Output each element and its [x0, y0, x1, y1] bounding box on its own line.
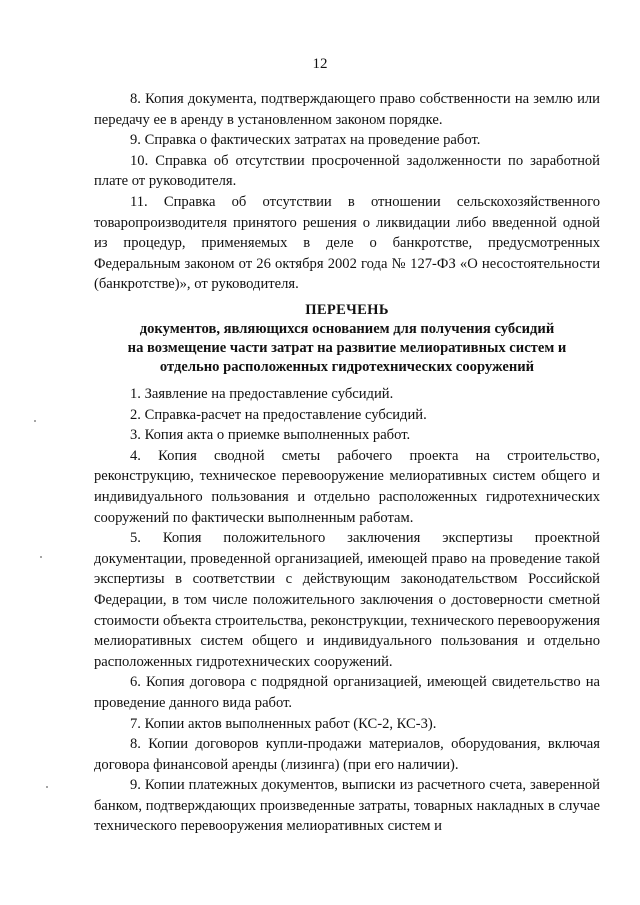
list-item: 1. Заявление на предоставление субсидий.: [130, 386, 394, 402]
list-item: 6. Копия договора с подрядной организацией, имеющей свидетельство на проведение данного вида работ.: [94, 674, 600, 711]
list-item: 3. Копия акта о приемке выполненных работ.: [130, 427, 411, 444]
list-item: 9. Справка о фактических затратах на проведение работ.: [130, 132, 481, 149]
section-heading: [94, 301, 600, 377]
heading-title: ПЕРЕЧЕНЬ: [305, 302, 389, 318]
page-number: 12: [312, 56, 328, 72]
list-item: 11. Справка об отсутствии в отношении сельскохозяйственного товаропроизводителя принятого решения о ликвидации либо введенной одной из процедур, применяемых в деле о банкротстве, предусмотренных Федеральным законом от 26 октября 2002 года № 127-ФЗ «О несостоятельности (банкротстве)», от руководителя.: [94, 193, 600, 293]
list-item: 4. Копия сводной сметы рабочего проекта на строительство, реконструкцию, техническое перевооружение мелиоративных систем общего и индивидуального пользования и отдельно расположенных гидротехнических сооружений по фактически выполненным работам.: [94, 447, 600, 526]
scan-speck: [46, 786, 48, 788]
list-item: 9. Копии платежных документов, выписки из расчетного счета, заверенной банком, подтверждающих произведенные затраты, товарных накладных в случае технического перевооружения мелиоративных систем и: [94, 777, 600, 835]
heading-subtitle-line: документов, являющихся основанием для получения субсидий: [139, 321, 555, 337]
list-item: 7. Копии актов выполненных работ (КС-2, КС-3).: [130, 715, 437, 732]
list-item: 8. Копия документа, подтверждающего право собственности на землю или передачу ее в аренду в установленном законом порядке.: [94, 91, 600, 128]
documents-list: [94, 384, 600, 837]
heading-subtitle-line: отдельно расположенных гидротехнических сооружений: [159, 359, 535, 375]
list-item: 8. Копии договоров купли-продажи материалов, оборудования, включая договора финансовой аренды (лизинга) (при его наличии).: [94, 736, 600, 773]
scan-speck: [34, 420, 36, 422]
list-item: 5. Копия положительного заключения экспертизы проектной документации, проведенной организацией, имеющей право на проведение такой экспертизы в соответствии с действующим законодательством Российской Федерации, в том числе положительного заключения о достоверности сметной стоимости объекта строительства, реконструкции, технического перевооружения мелиоративных систем общего и индивидуального пользования и отдельно расположенных гидротехнических сооружений.: [94, 530, 600, 670]
list-item: 10. Справка об отсутствии просроченной задолженности по заработной плате от руководителя.: [94, 152, 600, 190]
list-item: 2. Справка-расчет на предоставление субсидий.: [130, 406, 427, 423]
requirements-list-continued: [94, 89, 600, 295]
heading-subtitle-line: на возмещение части затрат на развитие мелиоративных систем и: [127, 340, 567, 356]
scan-speck: [40, 556, 42, 558]
